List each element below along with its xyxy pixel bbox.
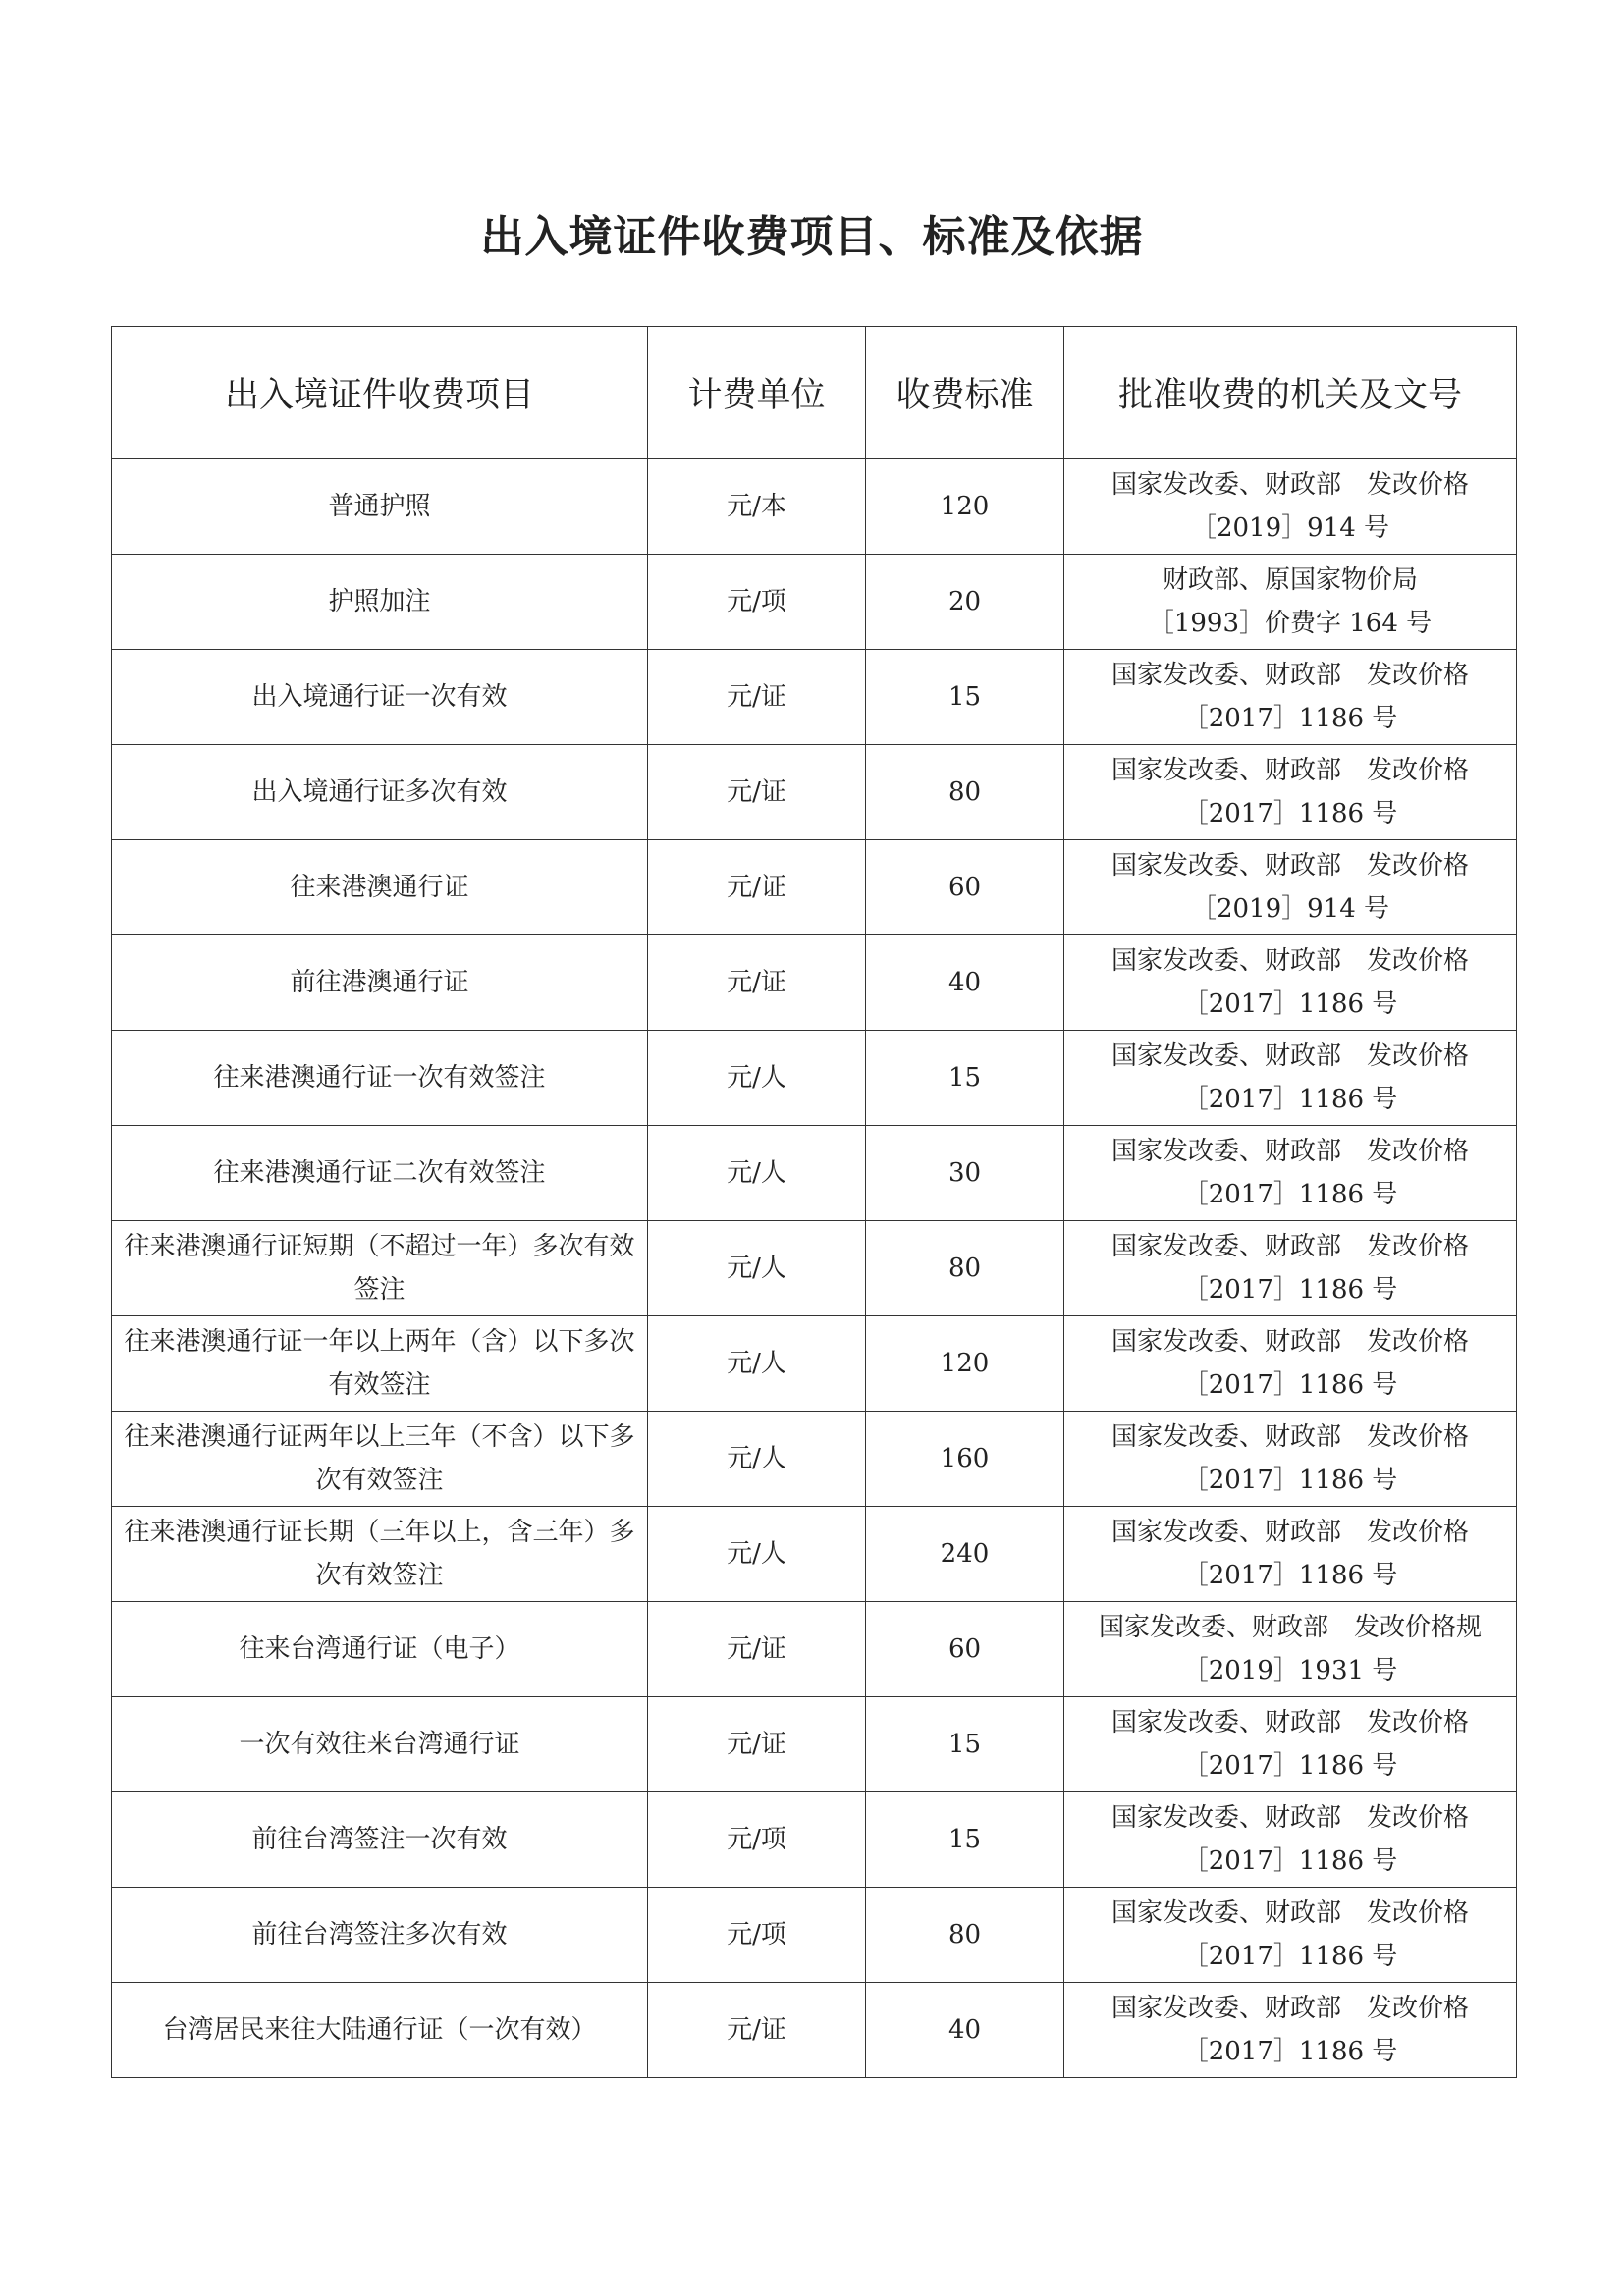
cell-unit: 元/证	[648, 745, 866, 840]
cell-authority	[1064, 1412, 1517, 1507]
cell-unit: 元/证	[648, 1697, 866, 1792]
cell-item: 往来港澳通行证长期（三年以上，含三年）多次有效签注	[112, 1507, 648, 1602]
cell-item: 往来台湾通行证（电子）	[112, 1602, 648, 1697]
authority-line-1: 国家发改委、财政部 发改价格	[1110, 1708, 1469, 1737]
authority-line-1: 国家发改委、财政部 发改价格	[1110, 1803, 1469, 1833]
cell-item: 往来港澳通行证一次有效签注	[112, 1031, 648, 1126]
authority-line-1: 国家发改委、财政部 发改价格	[1110, 470, 1469, 500]
authority-line-1: 国家发改委、财政部 发改价格	[1110, 756, 1469, 785]
table-row	[112, 745, 1517, 840]
cell-standard: 80	[866, 745, 1064, 840]
authority-line-2: ［2017］1186 号	[1182, 1846, 1398, 1876]
cell-standard: 80	[866, 1888, 1064, 1983]
cell-standard: 80	[866, 1221, 1064, 1316]
table-row	[112, 1126, 1517, 1221]
authority-line-1: 国家发改委、财政部 发改价格	[1110, 1041, 1469, 1071]
authority-line-1: 国家发改委、财政部 发改价格	[1110, 1327, 1469, 1357]
authority-line-1: 财政部、原国家物价局	[1162, 565, 1418, 595]
cell-standard: 15	[866, 1792, 1064, 1888]
cell-item: 往来港澳通行证短期（不超过一年）多次有效签注	[112, 1221, 648, 1316]
table-row	[112, 1507, 1517, 1602]
cell-unit: 元/证	[648, 650, 866, 745]
cell-item: 往来港澳通行证一年以上两年（含）以下多次有效签注	[112, 1316, 648, 1412]
cell-unit: 元/本	[648, 459, 866, 555]
authority-line-1: 国家发改委、财政部 发改价格	[1110, 1422, 1469, 1452]
table-row	[112, 840, 1517, 935]
cell-authority	[1064, 555, 1517, 650]
authority-line-1: 国家发改委、财政部 发改价格	[1110, 1898, 1469, 1928]
cell-unit: 元/人	[648, 1412, 866, 1507]
table-row	[112, 1792, 1517, 1888]
authority-line-2: ［2017］1186 号	[1182, 799, 1398, 828]
header-standard: 收费标准	[866, 327, 1064, 459]
cell-standard: 160	[866, 1412, 1064, 1507]
cell-standard: 120	[866, 459, 1064, 555]
authority-line-2: ［2017］1186 号	[1182, 1561, 1398, 1590]
authority-line-2: ［1993］价费字 164 号	[1148, 609, 1433, 638]
authority-line-1: 国家发改委、财政部 发改价格	[1110, 1137, 1469, 1166]
table-row	[112, 459, 1517, 555]
table-row	[112, 1412, 1517, 1507]
table-row	[112, 1888, 1517, 1983]
cell-item: 台湾居民来往大陆通行证（一次有效）	[112, 1983, 648, 2078]
cell-item: 前往台湾签注多次有效	[112, 1888, 648, 1983]
cell-item: 往来港澳通行证二次有效签注	[112, 1126, 648, 1221]
cell-item: 前往台湾签注一次有效	[112, 1792, 648, 1888]
header-authority: 批准收费的机关及文号	[1064, 327, 1517, 459]
cell-standard: 120	[866, 1316, 1064, 1412]
table-row	[112, 935, 1517, 1031]
table-body	[112, 459, 1517, 2078]
cell-standard: 240	[866, 1507, 1064, 1602]
cell-unit: 元/人	[648, 1316, 866, 1412]
cell-authority	[1064, 1316, 1517, 1412]
authority-line-2: ［2017］1186 号	[1182, 1085, 1398, 1114]
authority-line-1: 国家发改委、财政部 发改价格规	[1098, 1613, 1482, 1642]
table-row	[112, 1697, 1517, 1792]
authority-line-1: 国家发改委、财政部 发改价格	[1110, 661, 1469, 690]
cell-standard: 15	[866, 1031, 1064, 1126]
cell-authority	[1064, 935, 1517, 1031]
table-row	[112, 1031, 1517, 1126]
cell-standard: 20	[866, 555, 1064, 650]
authority-line-2: ［2019］914 号	[1190, 894, 1390, 924]
cell-authority	[1064, 1126, 1517, 1221]
cell-unit: 元/证	[648, 935, 866, 1031]
cell-unit: 元/项	[648, 1888, 866, 1983]
authority-line-2: ［2017］1186 号	[1182, 1370, 1398, 1400]
cell-item: 出入境通行证多次有效	[112, 745, 648, 840]
cell-standard: 15	[866, 650, 1064, 745]
cell-authority	[1064, 650, 1517, 745]
cell-unit: 元/证	[648, 1983, 866, 2078]
authority-line-2: ［2017］1186 号	[1182, 2037, 1398, 2066]
table-row	[112, 650, 1517, 745]
cell-unit: 元/人	[648, 1507, 866, 1602]
cell-standard: 40	[866, 1983, 1064, 2078]
fee-table	[111, 326, 1517, 2078]
cell-authority	[1064, 840, 1517, 935]
cell-authority	[1064, 459, 1517, 555]
authority-line-1: 国家发改委、财政部 发改价格	[1110, 1518, 1469, 1547]
header-unit: 计费单位	[648, 327, 866, 459]
table-header-row	[112, 327, 1517, 459]
cell-unit: 元/人	[648, 1126, 866, 1221]
cell-authority	[1064, 1888, 1517, 1983]
authority-line-1: 国家发改委、财政部 发改价格	[1110, 946, 1469, 976]
cell-unit: 元/项	[648, 1792, 866, 1888]
cell-item: 一次有效往来台湾通行证	[112, 1697, 648, 1792]
cell-authority	[1064, 1221, 1517, 1316]
cell-item: 护照加注	[112, 555, 648, 650]
cell-authority	[1064, 1602, 1517, 1697]
cell-standard: 60	[866, 1602, 1064, 1697]
cell-authority	[1064, 1792, 1517, 1888]
cell-item: 往来港澳通行证两年以上三年（不含）以下多次有效签注	[112, 1412, 648, 1507]
table-row	[112, 1221, 1517, 1316]
authority-line-2: ［2017］1186 号	[1182, 1275, 1398, 1305]
authority-line-2: ［2017］1186 号	[1182, 989, 1398, 1019]
authority-line-2: ［2017］1186 号	[1182, 1180, 1398, 1209]
cell-item: 普通护照	[112, 459, 648, 555]
cell-unit: 元/人	[648, 1031, 866, 1126]
cell-item: 往来港澳通行证	[112, 840, 648, 935]
cell-standard: 40	[866, 935, 1064, 1031]
cell-standard: 30	[866, 1126, 1064, 1221]
authority-line-2: ［2017］1186 号	[1182, 704, 1398, 733]
table-row	[112, 1316, 1517, 1412]
cell-authority	[1064, 1031, 1517, 1126]
cell-standard: 15	[866, 1697, 1064, 1792]
authority-line-2: ［2017］1186 号	[1182, 1942, 1398, 1971]
authority-line-2: ［2019］1931 号	[1182, 1656, 1398, 1685]
cell-item: 出入境通行证一次有效	[112, 650, 648, 745]
authority-line-1: 国家发改委、财政部 发改价格	[1110, 1232, 1469, 1261]
cell-unit: 元/证	[648, 840, 866, 935]
cell-authority	[1064, 1697, 1517, 1792]
authority-line-2: ［2017］1186 号	[1182, 1466, 1398, 1495]
cell-unit: 元/人	[648, 1221, 866, 1316]
authority-line-1: 国家发改委、财政部 发改价格	[1110, 851, 1469, 881]
cell-unit: 元/证	[648, 1602, 866, 1697]
authority-line-2: ［2019］914 号	[1190, 513, 1390, 543]
table-row	[112, 1602, 1517, 1697]
cell-item: 前往港澳通行证	[112, 935, 648, 1031]
authority-line-2: ［2017］1186 号	[1182, 1751, 1398, 1781]
cell-authority	[1064, 1983, 1517, 2078]
cell-authority	[1064, 745, 1517, 840]
authority-line-1: 国家发改委、财政部 发改价格	[1110, 1994, 1469, 2023]
header-item: 出入境证件收费项目	[112, 327, 648, 459]
cell-standard: 60	[866, 840, 1064, 935]
table-row	[112, 1983, 1517, 2078]
page-title: 出入境证件收费项目、标准及依据	[480, 212, 1144, 262]
cell-authority	[1064, 1507, 1517, 1602]
cell-unit: 元/项	[648, 555, 866, 650]
table-row	[112, 555, 1517, 650]
